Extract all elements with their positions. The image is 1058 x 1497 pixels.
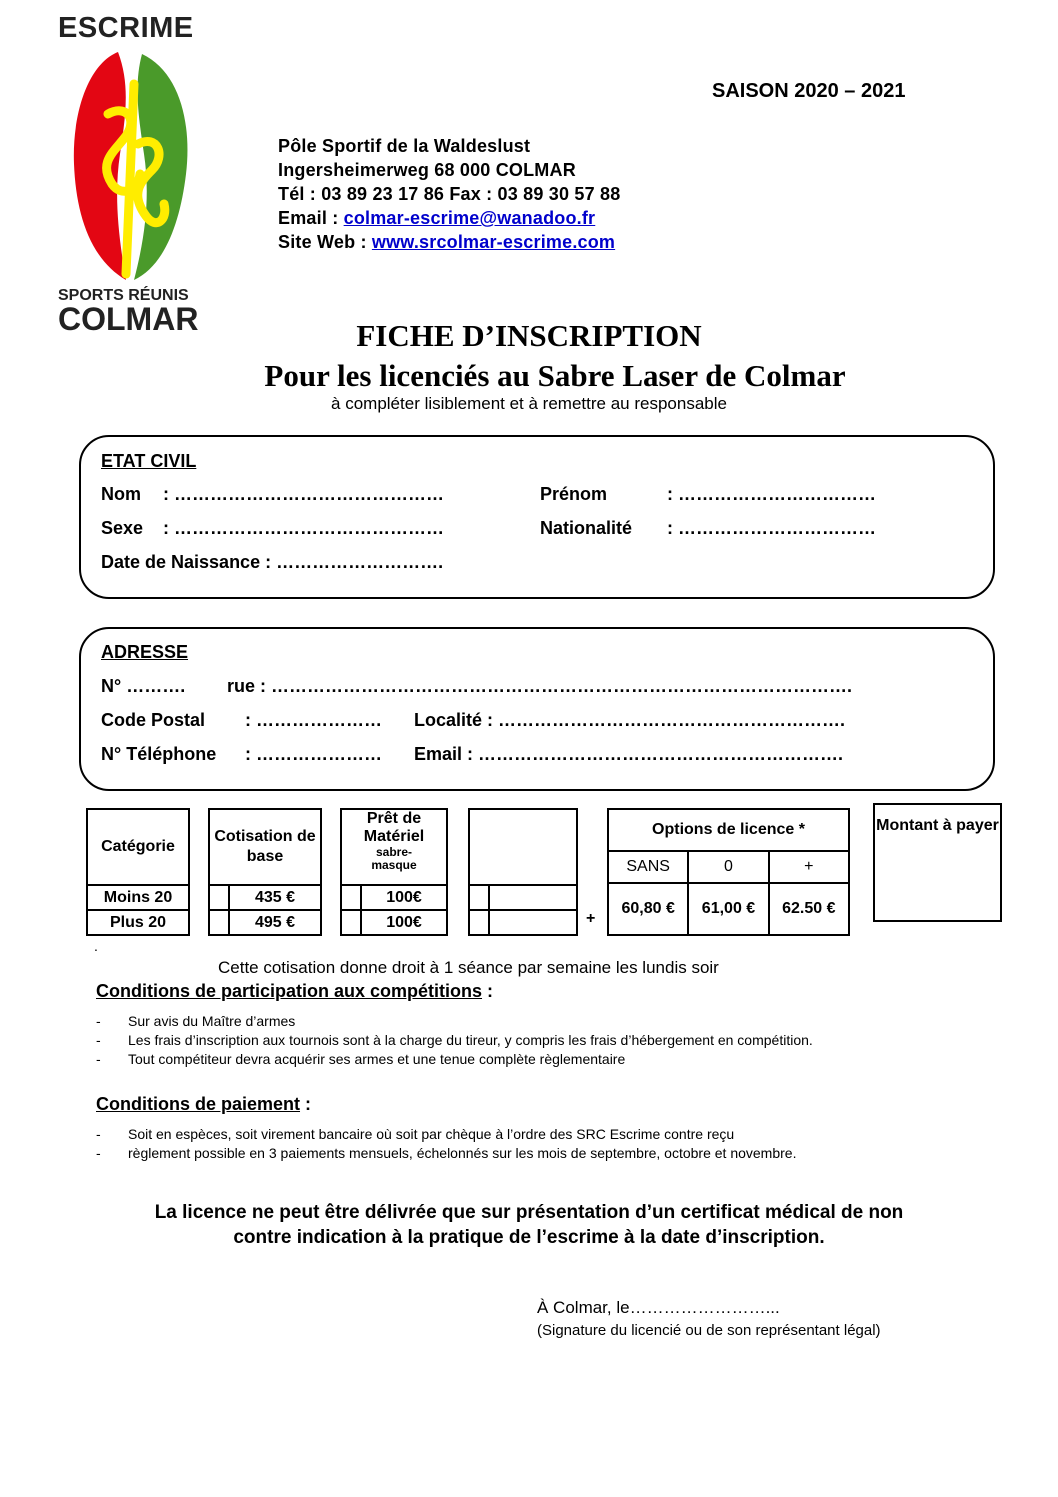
list-item: - Sur avis du Maître d’armes: [96, 1013, 296, 1029]
options-table: [607, 808, 850, 936]
club-street: Ingersheimerweg 68 000 COLMAR: [278, 160, 576, 180]
option-plus[interactable]: +: [769, 851, 849, 883]
options-header: Options de licence *: [608, 809, 849, 851]
categorie-plus20: Plus 20: [87, 910, 189, 935]
pret-line2: Matériel: [363, 828, 425, 845]
code-postal-label: Code Postal: [101, 710, 206, 730]
logo-green-leaf: [134, 54, 187, 280]
nationalite-label: Nationalité: [540, 518, 633, 538]
paiement-colon: :: [300, 1094, 312, 1114]
sexe-field[interactable]: : ………………………………………: [163, 518, 444, 538]
montant-label: Montant à payer: [876, 817, 999, 834]
pret-line3: sabre-: [375, 845, 413, 859]
option-price-plus: 62.50 €: [769, 883, 849, 935]
date-naissance-field[interactable]: Date de Naissance : ……………………….: [101, 552, 444, 572]
option-sans[interactable]: SANS: [608, 851, 688, 883]
blank-table: [468, 808, 578, 936]
blank-header: [469, 809, 577, 885]
dot-marker: .: [94, 938, 98, 954]
sexe-label: Sexe: [101, 518, 144, 538]
paiement-list: [96, 1126, 996, 1164]
signature-note: (Signature du licencié ou de son représentant légal): [537, 1322, 881, 1339]
cotisation-moins-checkbox[interactable]: [209, 885, 229, 910]
competitions-colon: :: [482, 981, 494, 1001]
cotisation-plus-checkbox[interactable]: [209, 910, 229, 935]
club-logo: [68, 44, 194, 284]
telephone-label: N° Téléphone: [101, 744, 217, 764]
paiement-heading: Conditions de paiement: [96, 1094, 301, 1114]
list-item: - Les frais d’inscription aux tournois sont à la charge du tireur, y compris les frais d’hébergement en compétition.: [96, 1032, 813, 1048]
paiement-heading-line: [96, 1094, 311, 1115]
logo-bottom-text-city: COLMAR: [58, 301, 199, 337]
blank-plus-checkbox[interactable]: [469, 910, 489, 935]
cotisation-header: Cotisation de base: [209, 809, 321, 885]
club-phone-fax: Tél : 03 89 23 17 86 Fax : 03 89 30 57 88: [278, 184, 621, 204]
prenom-label: Prénom: [540, 484, 608, 504]
club-venue: Pôle Sportif de la Waldeslust: [278, 136, 531, 156]
nom-label: Nom: [101, 484, 141, 504]
email-field[interactable]: Email : …………………………………………………….: [414, 744, 844, 764]
categorie-table: [86, 808, 190, 936]
prenom-field[interactable]: : ……………………………: [667, 484, 876, 504]
pret-plus-checkbox[interactable]: [341, 910, 361, 935]
montant-box[interactable]: [873, 803, 1002, 922]
rue-field[interactable]: rue : …………………………………………………………………………………….: [227, 676, 853, 696]
blank-moins-cell[interactable]: [489, 885, 577, 910]
cotisation-note: Cette cotisation donne droit à 1 séance par semaine les lundis soir: [218, 958, 719, 977]
certificat-notice: [0, 1200, 1058, 1250]
logo-red-leaf: [74, 52, 126, 280]
competitions-heading: Conditions de participation aux compétitions: [96, 981, 483, 1001]
page-title: FICHE D’INSCRIPTION: [356, 318, 702, 353]
option-price-sans: 60,80 €: [608, 883, 688, 935]
pret-line1: Prêt de: [366, 810, 422, 827]
season-label: SAISON 2020 – 2021: [712, 80, 906, 102]
certificat-line1: La licence ne peut être délivrée que sur présentation d’un certificat médical de non: [154, 1202, 904, 1223]
competitions-heading-line: [96, 981, 493, 1002]
list-item: - Soit en espèces, soit virement bancaire où soit par chèque à l’ordre des SRC Escrime contre reçu: [96, 1126, 735, 1142]
etat-civil-heading: ETAT CIVIL: [101, 451, 197, 471]
list-item: - Tout compétiteur devra acquérir ses armes et une tenue complète règlementaire: [96, 1051, 626, 1067]
option-zero[interactable]: 0: [688, 851, 768, 883]
web-label: Site Web :: [278, 232, 372, 252]
nationalite-field[interactable]: : ……………………………: [667, 518, 876, 538]
list-item: - règlement possible en 3 paiements mensuels, échelonnés sur les mois de septembre, octobre et novembre.: [96, 1145, 797, 1161]
cotisation-moins-price: 435 €: [229, 885, 321, 910]
pret-moins-checkbox[interactable]: [341, 885, 361, 910]
categorie-header: Catégorie: [87, 809, 189, 885]
adresse-heading: ADRESSE: [101, 642, 189, 662]
email-label: Email :: [278, 208, 344, 228]
cotisation-plus-price: 495 €: [229, 910, 321, 935]
adresse-section: [79, 627, 995, 791]
blank-moins-checkbox[interactable]: [469, 885, 489, 910]
localite-field[interactable]: Localité : ………………………………………………….: [414, 710, 846, 730]
website-link[interactable]: www.srcolmar-escrime.com: [371, 232, 616, 252]
logo-bottom-text: SPORTS RÉUNIS: [58, 287, 189, 304]
pret-table: [340, 808, 448, 936]
code-postal-field[interactable]: : …………………: [245, 710, 382, 730]
signature-place-date[interactable]: À Colmar, le……………………...: [537, 1298, 780, 1317]
telephone-field[interactable]: : …………………: [245, 744, 382, 764]
pret-plus-price: 100€: [361, 910, 447, 935]
blank-plus-cell[interactable]: [489, 910, 577, 935]
numero-field[interactable]: N° ……….: [101, 676, 186, 696]
club-web-line: [278, 232, 615, 253]
certificat-line2: contre indication à la pratique de l’escrime à la date d’inscription.: [233, 1227, 825, 1248]
nom-field[interactable]: : ………………………………………: [163, 484, 444, 504]
page-subtitle: Pour les licenciés au Sabre Laser de Colmar: [264, 358, 846, 393]
etat-civil-section: [79, 435, 995, 599]
club-email-line: [278, 208, 595, 229]
pret-line4: masque: [371, 858, 417, 872]
competitions-list: [96, 1013, 996, 1070]
categorie-moins20: Moins 20: [87, 885, 189, 910]
pret-header: [341, 809, 447, 885]
instructions: à compléter lisiblement et à remettre au responsable: [331, 394, 727, 413]
email-link[interactable]: colmar-escrime@wanadoo.fr: [343, 208, 596, 228]
pret-moins-price: 100€: [361, 885, 447, 910]
cotisation-table: [208, 808, 322, 936]
logo-top-text: ESCRIME: [58, 12, 194, 44]
plus-sign: +: [586, 910, 596, 927]
option-price-zero: 61,00 €: [688, 883, 768, 935]
